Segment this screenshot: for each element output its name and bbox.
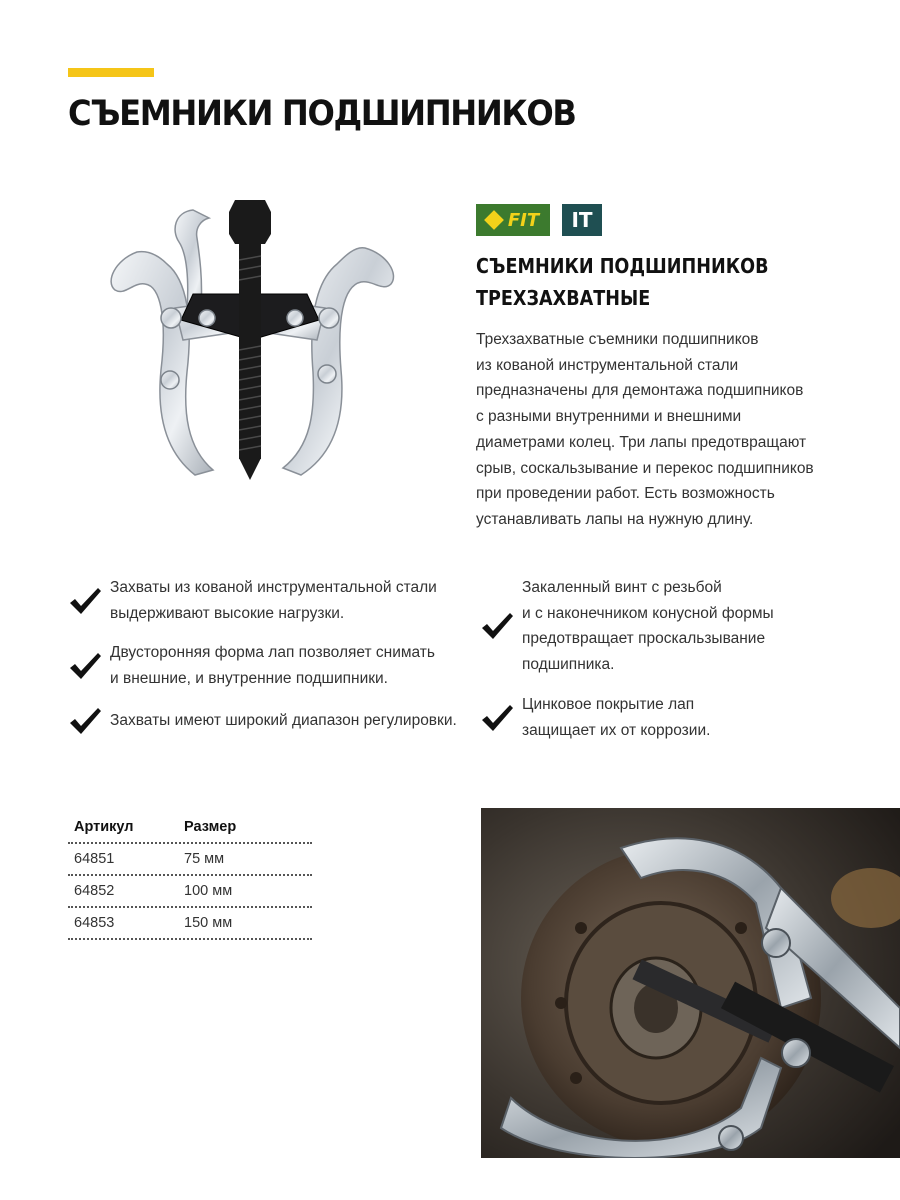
feature-text-line: защищает их от коррозии. xyxy=(522,721,711,739)
feature-text-line: и внешние, и внутренние подшипники. xyxy=(110,670,388,688)
check-icon xyxy=(480,703,514,733)
table-row xyxy=(68,876,312,908)
it-logo: IT xyxy=(562,204,602,236)
feature-item xyxy=(68,575,478,626)
feature-item xyxy=(68,640,478,691)
fit-logo-text: FIT xyxy=(507,209,540,231)
page-title: СЪЕМНИКИ ПОДШИПНИКОВ xyxy=(68,94,576,134)
check-icon xyxy=(68,586,102,616)
usage-photo xyxy=(481,808,900,1158)
table-row xyxy=(68,908,312,940)
spec-header-article: Артикул xyxy=(74,819,134,835)
brand-logos xyxy=(476,204,602,236)
puller-product-image xyxy=(75,190,420,500)
description-line: с разными внутренними и внешними xyxy=(476,408,742,426)
features-right-list xyxy=(480,575,880,757)
feature-item xyxy=(480,575,880,678)
product-title xyxy=(476,250,775,314)
description-line: устанавливать лапы на нужную длину. xyxy=(476,510,754,528)
feature-text-line: Закаленный винт с резьбой xyxy=(522,579,722,596)
feature-text-line: выдерживают высокие нагрузки. xyxy=(110,604,345,622)
feature-item xyxy=(480,692,880,743)
product-title-line1: СЪЕМНИКИ ПОДШИПНИКОВ xyxy=(476,254,769,278)
feature-text-line: Захваты из кованой инструментальной стали xyxy=(110,579,437,596)
description-line: при проведении работ. Есть возможность xyxy=(476,485,775,503)
description-line: срыв, соскальзывание и перекос подшипников xyxy=(476,459,814,477)
spec-cell-article: 64851 xyxy=(74,851,115,867)
spec-table-header xyxy=(68,812,312,844)
feature-text-line: и с наконечником конусной формы xyxy=(522,604,774,622)
spec-table xyxy=(68,812,312,940)
spec-cell-article: 64852 xyxy=(74,883,115,899)
feature-text-line: Цинковое покрытие лап xyxy=(522,695,695,713)
feature-text-line: Двусторонняя форма лап позволяет снимать xyxy=(110,644,435,662)
check-icon xyxy=(68,651,102,681)
check-icon xyxy=(68,706,102,736)
spec-cell-article: 64853 xyxy=(74,915,115,931)
description-line: диаметрами колец. Три лапы предотвращают xyxy=(476,433,807,451)
spec-cell-size: 75 мм xyxy=(184,851,225,867)
spec-header-size: Размер xyxy=(184,819,237,835)
description-line: из кованой инструментальной стали xyxy=(476,356,739,374)
feature-text-line: подшипника. xyxy=(522,656,615,674)
features-left-list xyxy=(68,575,478,750)
check-icon xyxy=(480,611,514,641)
feature-text-line: предотвращает проскальзывание xyxy=(522,630,766,648)
spec-cell-size: 150 мм xyxy=(184,915,233,931)
fit-logo xyxy=(476,204,550,236)
spec-cell-size: 100 мм xyxy=(184,883,233,899)
feature-item xyxy=(68,706,478,736)
title-accent-bar xyxy=(68,68,154,77)
description-line: предназначены для демонтажа подшипников xyxy=(476,382,804,400)
description-line: Трехзахватные съемники подшипников xyxy=(476,331,759,348)
product-title-line2: ТРЕХЗАХВАТНЫЕ xyxy=(476,286,651,310)
table-row xyxy=(68,844,312,876)
feature-text-line: Захваты имеют широкий диапазон регулировки. xyxy=(110,711,457,729)
product-description xyxy=(476,327,856,533)
fit-logo-icon xyxy=(484,210,504,230)
